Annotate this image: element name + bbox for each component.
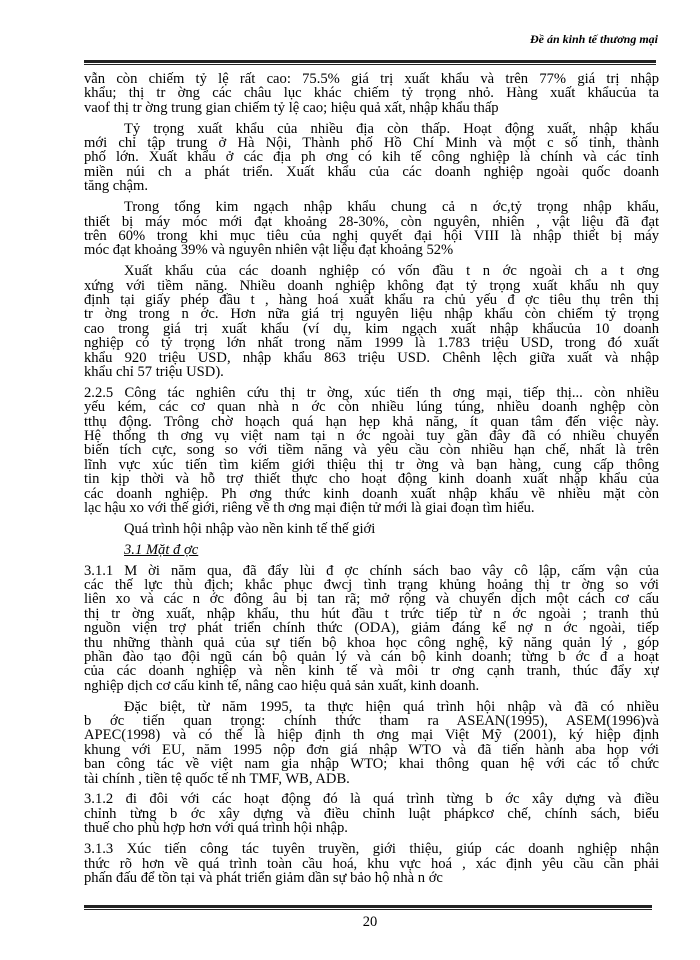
text-line: chỉnh từng b ớc xây dựng và điều chỉnh luật phápkcơ chế, chính sách, biểu [84,806,659,822]
text-line: thu những thành quả của sự tiến bộ khoa học công nghệ, kỹ năng quản lý , góp [84,635,659,650]
text-line: nghiệp dịch cơ cấu kinh tế, nâng cao hiệu quả sản xuất, kinh doanh. [84,678,480,694]
text-line: thuế cho phù hợp hơn với quá trình hội nhập. [84,821,348,836]
text-line: tr ờng trong n ớc. Hơn nữa giá trị nguyên liệu nhập khẩu còn chiếm tỷ trọng [84,307,659,322]
paragraph [84,543,659,557]
paragraph [84,122,659,194]
text-line: tthụ động. Trông chờ hoạch quá hạn hẹp khả năng, ít quan tâm đến việc này. [84,414,659,429]
text-line: miền núi ch a phát triển. Xuất khẩu của các doanh nghiệp ngoài quốc doanh [84,164,659,180]
text-line: 2.2.5 Công tác nghiên cứu thị tr ờng, xúc tiến th ơng mại, tiếp thị... còn nhiều [84,385,659,401]
text-line: APEC(1998) và có thể là hiệp định th ơng mại Việt Mỹ (2001), ký hiệp định [84,728,659,743]
text-line: Trong tổng kim ngạch nhập khẩu chung cả n ớc,tỷ trọng nhập khẩu, [124,200,659,215]
paragraph [84,72,659,115]
text-line: thiết bị máy móc mới đạt khoảng 28-30%, còn nguyên, nhiên , vật liệu đã đạt [84,214,659,229]
text-line: nghiệp có tỷ trọng lớn nhất trong năm 1999 là 1.783 triệu USD, trong đó xuất [84,336,659,351]
text-line: phần đào tạo đội ngũ cán bộ quản lý và cán bộ kinh doanh; từng b ớc đ a hoạt [84,649,659,665]
text-line: phấn đấu để tồn tại và phát triển giảm dần sự bảo hộ nhà n ớc [84,870,443,886]
text-line: các doanh nghiệp. Ph ơng thức kinh doanh xuất nhập khẩu về nhiều mặt còn [84,486,659,501]
footer-rule [84,905,652,910]
text-line: các thế lực thù địch; khắc phục đwcj tình trạng khủng hoảng thị tr ờng so với [84,578,659,593]
text-line: ban công tác về việt nam gia nhập WTO; khai thông quan hệ với các tổ chức [84,757,659,772]
text-line: yếu kém, các cơ quan nhà n ớc còn nhiều lúng túng, nhiều doanh nghệp còn [84,400,659,415]
header-rule [84,60,656,65]
paragraph [84,386,659,516]
paragraph [84,522,659,536]
text-line: Đặc biệt, từ năm 1995, ta thực hiện quá trình hội nhập và đã có nhiều [124,699,659,715]
text-line: định tại giấy phép đầu t , hàng hoá xuất khẩu ra chủ yếu đ ợc tiêu thụ trên thị [84,292,659,308]
text-line: thị tr ờng xuất, nhập khẩu, thu hút đầu t trức tiếp từ n ớc ngoài ; tranh thủ [84,606,659,622]
paragraph [84,564,659,694]
text-line: biến tích cực, song so với tiềm năng và yêu cầu còn nhiều hạn chế, nhất là trên [84,443,659,458]
text-line: liên xo và các n ớc đông âu bị tan rã; mở rộng và chuyển dịch một cách cơ cấu [84,592,659,607]
text-line: tăng chậm. [84,179,149,194]
text-line: khẩu chỉ 57 triệu USD). [84,364,224,380]
text-line: phố lớn. Xuất khẩu ở các địa ph ơng có kih tế công nghiệp là chính và các tỉnh [84,150,659,165]
text-line: Quá trình hội nhập vào nền kinh tế thế giới [124,521,376,537]
paragraph [84,200,659,258]
text-line: khung với EU, năm 1995 nộp đơn giá nhập WTO và đã tiến hành aba họp với [84,742,659,758]
text-line: lĩnh vực xúc tiến tìm kiếm giới thiệu thị tr ờng và bạn hàng, cung cấp thông [84,457,659,473]
text-line: Hệ thống th ơng vụ việt nam tại n ớc ngoài tuy gần đây đã có nhiều chuyển [84,428,659,444]
text-line: lạc hậu xo với thế giới, riêng về th ơng mại điện tử mới là giai đoạn tìm hiểu. [84,500,535,516]
text-line: vaof thị tr ờng trung gian chiếm tỷ lệ cao; hiệu quả xất, nhập khẩu thấp [84,100,499,116]
text-line: trên 60% trong khi mục tiêu của nghị quyết đại hội VIII là nhập thiết bị máy [84,228,659,244]
text-line: cao trong giá trị xuất khẩu (ví dụ, kim ngạch xuất nhập khẩucủa 10 doanh [84,321,659,337]
text-line: b ớc tiến quan trọng: chính thức tham ra ASEAN(1995), ASEM(1996)và [84,714,659,729]
text-line: Xuất khẩu của các doanh nghiệp có vốn đầu t n ớc ngoài ch a t ơng [124,264,659,279]
text-line: tin kịp thời và hỗ trợ thiết thực cho hoạt động kinh doanh xuất nhập khẩu của [84,472,659,487]
text-line: thức rõ hơn về quá trình toàn cầu hoá, khu vực hoá , xác định yêu cầu cần phải [84,856,659,871]
text-line: khẩu; thị tr ờng các châu lục khác chiếm tỷ trọng nhỏ. Hàng xuất khẩucủa ta [84,86,659,101]
text-line: Tỷ trọng xuất khẩu của nhiều địa còn thấp. Hoạt động xuất, nhập khẩu [124,121,659,137]
text-line: móc đạt khoảng 39% và nguyên nhiên vật liệu đạt khoảng 52% [84,243,454,258]
text-line: 3.1 Mặt đ ợc [124,542,199,558]
paragraph [84,842,659,885]
text-line: của các doanh nghiệp và nền kinh tế và môi tr ơng cạnh tranh, thúc đẩy xự [84,664,659,679]
page-number: 20 [362,914,378,930]
paragraph [84,264,659,379]
text-line: 3.1.1 M ời năm qua, đã đẩy lùi đ ợc chính sách bao vây cô lập, cấm vận của [84,563,659,578]
text-line: 3.1.2 đi đôi với các hoạt động đó là quá trình từng b ớc xây dựng và điều [84,792,659,807]
text-line: 3.1.3 Xúc tiến công tác tuyên truyền, giới thiệu, giúp các doanh nghiệp nhận [84,842,659,857]
text-line: vẫn còn chiếm tỷ lệ rất cao: 75.5% giá trị xuất khẩu và trên 77% giá trị nhập [84,72,659,87]
text-line: xứng với tiềm năng. Nhiều doanh nghiệp không đạt tỷ trọng xuất khẩu nh quy [84,278,659,293]
text-line: tài chính , tiền tệ quốc tế nh TMF, WB, ADB. [84,771,350,786]
paragraph [84,700,659,786]
paragraph [84,792,659,835]
running-header: Đề án kinh tế thương mại [530,32,658,46]
text-line: khẩu 920 triệu USD, nhập khẩu 863 triệu USD. Chênh lệch giữa xuất và nhập [84,350,659,365]
document-body [84,72,659,892]
text-line: nguồn viện trợ phát triển chính thức (ODA), giảm đáng kể nợ n ớc ngoài, tiếp [84,621,659,636]
text-line: mới chỉ tập trung ở Hà Nội, Thành phố Hồ Chí Minh và một c số tỉnh, thành [84,136,659,151]
